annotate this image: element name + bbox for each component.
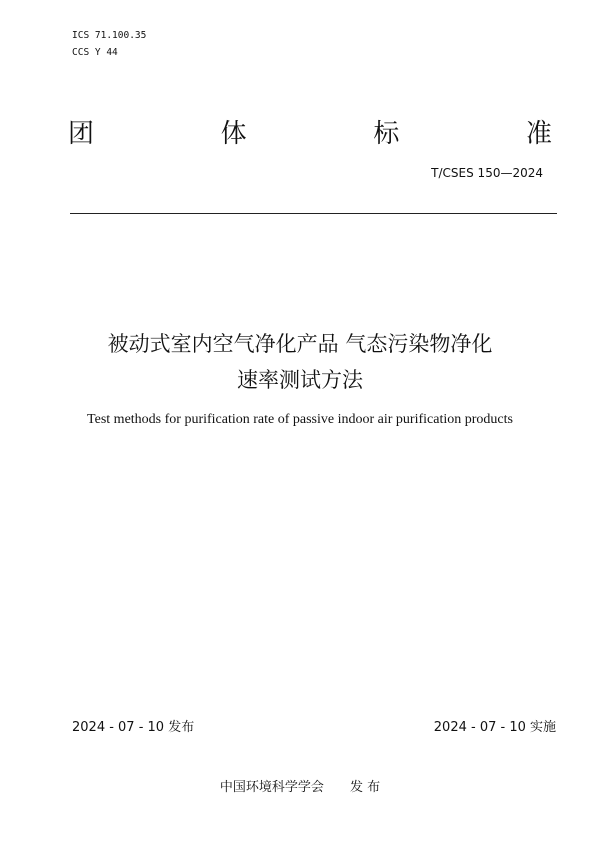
chinese-title [0,326,600,398]
standard-type-char: 准 [525,119,552,149]
implementation-date: 2024 - 07 - 10 实施 [433,720,556,735]
standard-type-char: 标 [373,119,400,149]
publisher [0,776,600,795]
standard-type-char: 团 [68,119,95,149]
issue-date: 2024 - 07 - 10 发布 [72,720,195,735]
standard-type-char: 体 [220,119,247,149]
english-title: Test methods for purification rate of passive indoor air purification products [87,412,513,427]
ccs-code: CCS Y 44 [72,47,118,58]
publisher-org: 中国环境科学学会 [219,780,324,795]
ics-code: ICS 71.100.35 [72,30,147,41]
chinese-title-line: 速率测试方法 [237,368,363,392]
standard-type [68,113,552,150]
header-divider [70,213,557,214]
publisher-action: 发 布 [349,780,381,795]
chinese-title-line: 被动式室内空气净化产品 气态污染物净化 [107,332,493,356]
standard-code: T/CSES 150—2024 [431,166,543,180]
